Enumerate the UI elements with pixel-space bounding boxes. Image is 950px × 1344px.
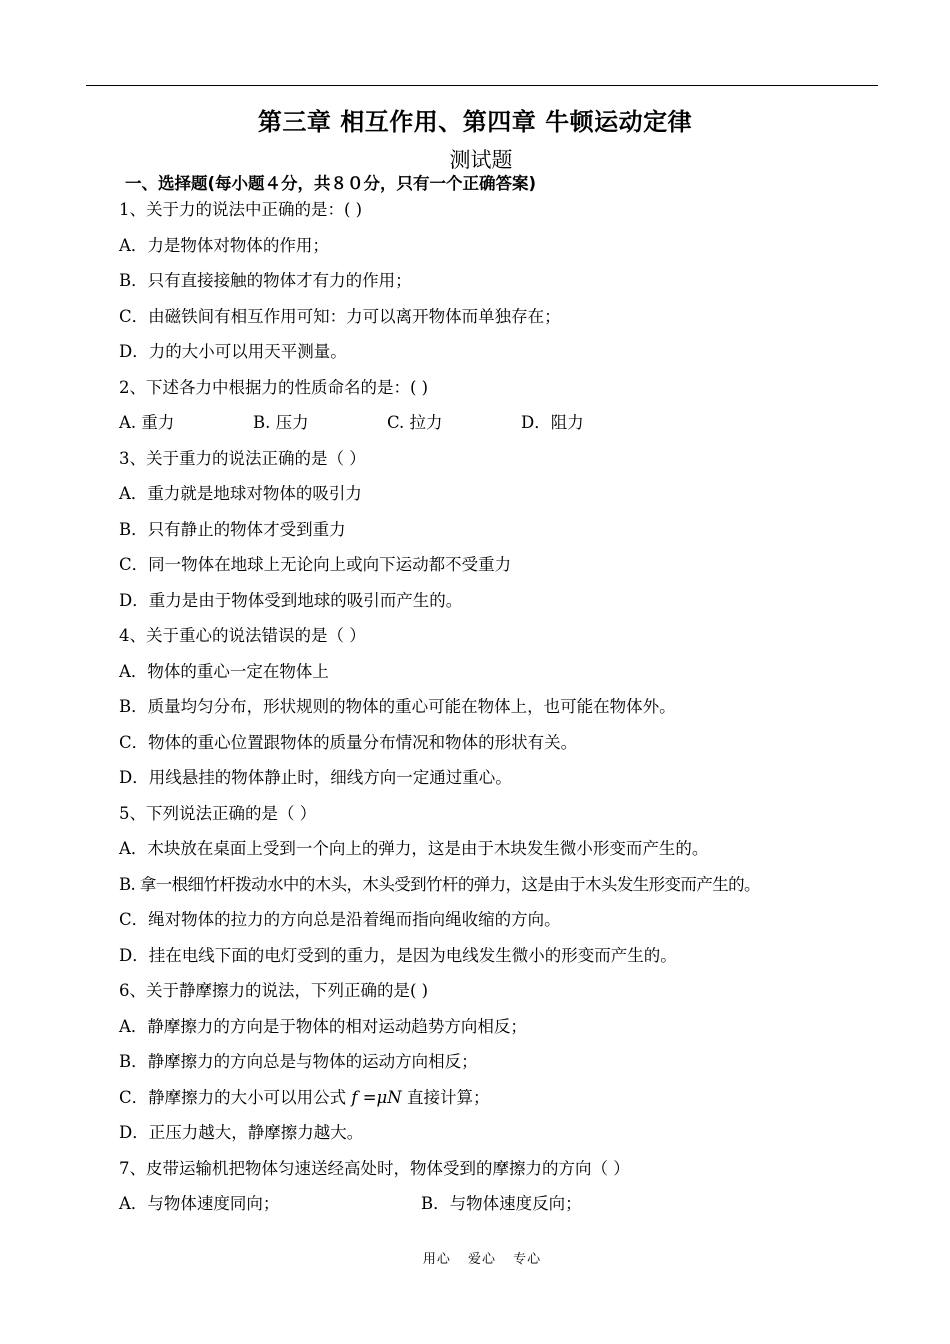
option: C．同一物体在地球上无论向上或向下运动都不受重力 [119, 555, 512, 574]
question-stem: 3、关于重力的说法正确的是（ ） [119, 448, 366, 468]
question-stem: 2、下述各力中根据力的性质命名的是：( ) [119, 377, 429, 397]
option-row [119, 405, 889, 441]
question-list [119, 192, 889, 1222]
option: B．只有直接接触的物体才有力的作用； [119, 271, 412, 290]
option: C．绳对物体的拉力的方向总是沿着绳而指向绳收缩的方向。 [119, 910, 561, 929]
option: C．静摩擦力的大小可以用公式 [119, 1087, 347, 1107]
option: B．静摩擦力的方向总是与物体的运动方向相反； [119, 1052, 478, 1071]
option-tail: 直接计算； [406, 1087, 490, 1107]
option-row [119, 1186, 889, 1222]
option: B. 拿一根细竹杆拨动水中的木头，木头受到竹杆的弹力，这是由于木头发生形变而产生的。 [119, 874, 760, 894]
option: A．力是物体对物体的作用； [119, 235, 329, 255]
option: C．物体的重心位置跟物体的质量分布情况和物体的形状有关。 [119, 732, 578, 752]
header-rule [86, 85, 878, 86]
option: A．重力就是地球对物体的吸引力 [119, 484, 362, 503]
question-stem: 6、关于静摩擦力的说法，下列正确的是( ) [119, 981, 429, 1000]
page-footer [0, 1248, 950, 1267]
option: B．与物体速度反向； [421, 1194, 582, 1213]
option: B．质量均匀分布，形状规则的物体的重心可能在物体上，也可能在物体外。 [119, 697, 676, 716]
question-stem: 4、关于重心的说法错误的是（ ） [119, 626, 366, 645]
footer-text: 用心 [422, 1252, 451, 1267]
option: D．力的大小可以用天平测量。 [119, 342, 347, 361]
option: D．正压力越大，静摩擦力越大。 [119, 1123, 364, 1142]
option: D．重力是由于物体受到地球的吸引而产生的。 [119, 590, 463, 610]
option: B. 压力 [253, 413, 309, 432]
footer-text: 爱心 [467, 1252, 496, 1267]
option: A. 重力 [119, 413, 175, 432]
footer-text: 专心 [513, 1252, 542, 1267]
option: A．与物体速度同向； [119, 1194, 280, 1213]
option: D．阻力 [521, 413, 584, 432]
option: A．静摩擦力的方向是于物体的相对运动趋势方向相反； [119, 1016, 527, 1036]
option-with-formula [119, 1080, 889, 1116]
question-stem: 7、皮带运输机把物体匀速送经高处时，物体受到的摩擦力的方向（ ） [119, 1158, 630, 1178]
option: C．由磁铁间有相互作用可知：力可以离开物体而单独存在； [119, 306, 561, 326]
page-subtitle: 测试题 [449, 148, 513, 172]
section-heading: 一、选择题(每小题４分，共８０分，只有一个正确答案) [125, 174, 537, 193]
option: A．木块放在桌面上受到一个向上的弹力，这是由于木块发生微小形变而产生的。 [119, 839, 709, 858]
question-stem: 5、下列说法正确的是（ ） [119, 803, 317, 823]
option: D．挂在电线下面的电灯受到的重力，是因为电线发生微小的形变而产生的。 [119, 945, 677, 965]
question-stem: 1、关于力的说法中正确的是：( ) [119, 200, 363, 219]
option: C. 拉力 [387, 413, 443, 432]
option: D．用线悬挂的物体静止时，细线方向一定通过重心。 [119, 768, 512, 787]
option: A．物体的重心一定在物体上 [119, 661, 329, 681]
option: B．只有静止的物体才受到重力 [119, 519, 346, 539]
page-title: 第三章 相互作用、第四章 牛顿运动定律 [257, 108, 693, 136]
formula: f =μN [351, 1087, 402, 1107]
